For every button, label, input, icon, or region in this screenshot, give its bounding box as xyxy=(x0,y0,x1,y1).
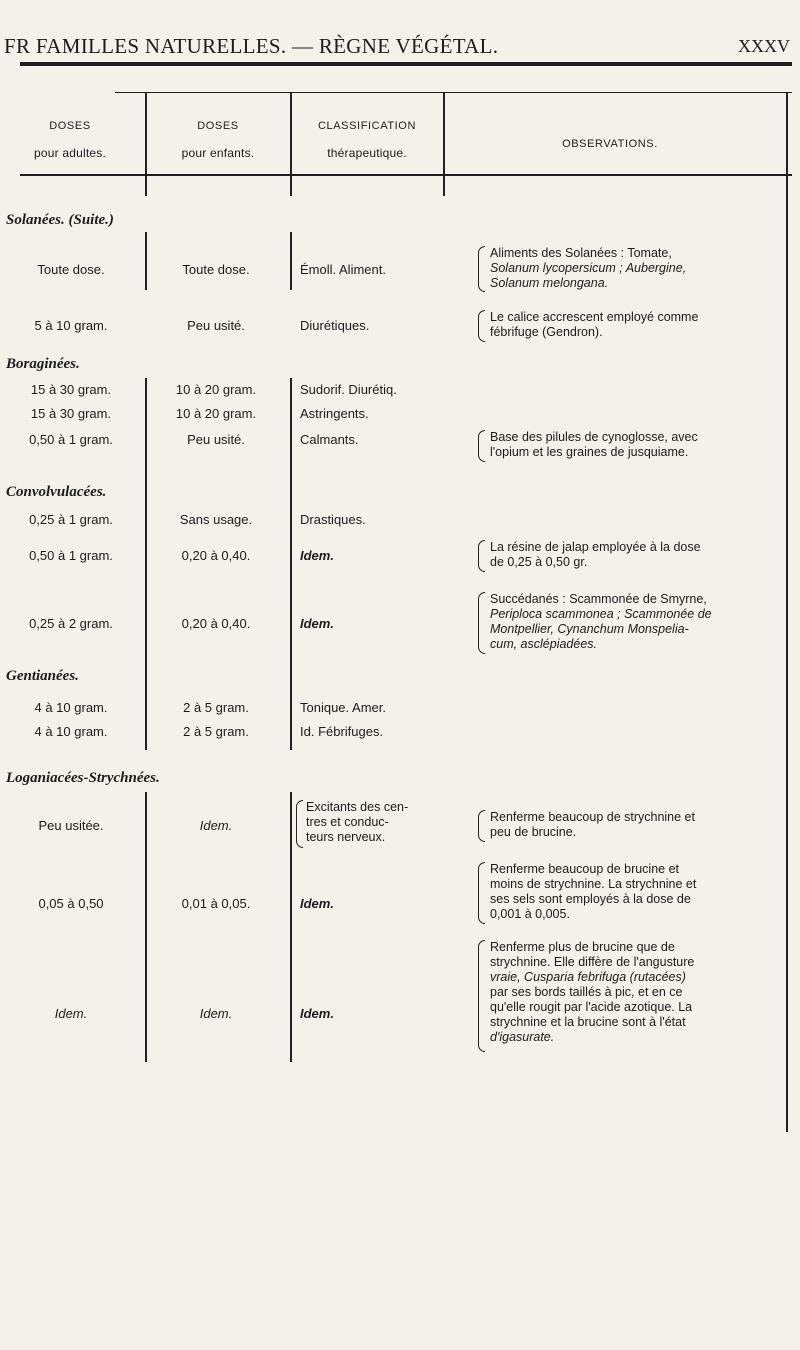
page-number: XXXV xyxy=(738,36,790,56)
section-title-loganiacees: Loganiacées-Strychnées. xyxy=(6,770,160,786)
dose-adult: 4 à 10 gram. xyxy=(34,700,108,715)
dose-adult: 15 à 30 gram. xyxy=(30,406,112,421)
dose-adult: 0,50 à 1 gram. xyxy=(29,548,113,563)
col-divider xyxy=(145,232,147,290)
observation: Le calice accrescent employé comme fébrifuge (Gendron). xyxy=(490,310,699,339)
dose-adult: 0,25 à 1 gram. xyxy=(29,512,113,527)
observation: Aliments des Solanées : Tomate, Solanum lycopersicum ; Aubergine, Solanum melongana. xyxy=(490,246,687,290)
dose-adult: 0,50 à 1 gram. xyxy=(29,432,113,447)
dose-child: 0,20 à 0,40. xyxy=(181,616,251,631)
col-header-classification-sub: thérapeutique. xyxy=(327,146,407,160)
brace xyxy=(478,310,485,342)
dose-adult: 4 à 10 gram. xyxy=(34,724,108,739)
observation: Renferme plus de brucine que de strychnine. Elle diffère de l'angusture vraie, Cusparia febrifuga (rutacées) par ses bords taillés à pic, et en ce qu'elle rougit par l'acide azotique. La strychnine et la brucine sont à l'état d'igasurate. xyxy=(490,940,695,1044)
classification: Idem. xyxy=(300,1006,334,1021)
dose-child: 10 à 20 gram. xyxy=(175,382,257,397)
dose-adult: Peu usitée. xyxy=(38,818,104,833)
col-divider xyxy=(290,232,292,290)
classification: Diurétiques. xyxy=(300,318,370,333)
brace xyxy=(478,592,485,654)
observation: Renferme beaucoup de brucine et moins de strychnine. La strychnine et ses sels sont employés à la dose de 0,001 à 0,005. xyxy=(490,862,697,921)
dose-adult: Toute dose. xyxy=(37,262,105,277)
col-divider xyxy=(290,550,292,750)
col-header-bottom-rule xyxy=(20,174,792,176)
dose-child: 0,20 à 0,40. xyxy=(181,548,251,563)
col-header-adult-sub: pour adultes. xyxy=(34,146,106,160)
col-header-child: DOSES xyxy=(197,120,239,132)
classification: Astringents. xyxy=(300,406,369,421)
classification: Idem. xyxy=(300,616,334,631)
dose-child: 2 à 5 gram. xyxy=(183,700,249,715)
brace xyxy=(478,430,485,462)
dose-child: Peu usité. xyxy=(187,432,245,447)
brace xyxy=(478,940,485,1052)
section-title-solanees: Solanées. (Suite.) xyxy=(6,212,114,228)
col-divider xyxy=(145,92,147,196)
classification: Excitants des cen- tres et conduc- teurs nerveux. xyxy=(306,800,409,844)
dose-child: Sans usage. xyxy=(179,512,253,527)
classification: Drastiques. xyxy=(300,512,366,527)
col-divider xyxy=(290,92,292,196)
classification: Id. Fébrifuges. xyxy=(300,724,384,739)
dose-child: Toute dose. xyxy=(182,262,250,277)
col-divider xyxy=(290,378,292,550)
col-header-observations: OBSERVATIONS. xyxy=(562,138,658,150)
classification: Idem. xyxy=(300,548,334,563)
observation: Succédanés : Scammonée de Smyrne, Periploca scammonea ; Scammonée de Montpellier, Cynanchum Monspelia- cum, asclépiadées. xyxy=(490,592,712,651)
classification: Tonique. Amer. xyxy=(300,700,386,715)
section-title-gentianees: Gentianées. xyxy=(6,668,79,684)
brace xyxy=(296,800,303,848)
page-right-border xyxy=(786,92,788,1132)
brace xyxy=(478,540,485,572)
dose-child: Idem. xyxy=(199,818,233,833)
dose-adult: 5 à 10 gram. xyxy=(34,318,108,333)
dose-adult: Idem. xyxy=(54,1006,88,1021)
dose-child: Idem. xyxy=(199,1006,233,1021)
section-title-boraginees: Boraginées. xyxy=(6,356,80,372)
observation: Base des pilules de cynoglosse, avec l'opium et les graines de jusquiame. xyxy=(490,430,698,459)
brace xyxy=(478,246,485,292)
dose-child: 0,01 à 0,05. xyxy=(181,896,251,911)
dose-adult: 0,25 à 2 gram. xyxy=(29,616,113,631)
brace xyxy=(478,862,485,924)
dose-child: Peu usité. xyxy=(187,318,245,333)
observation: Renferme beaucoup de strychnine et peu de brucine. xyxy=(490,810,695,839)
col-divider xyxy=(290,792,292,1062)
header-rule-thick xyxy=(20,62,792,66)
classification: Idem. xyxy=(300,896,334,911)
observation: La résine de jalap employée à la dose de 0,25 à 0,50 gr. xyxy=(490,540,701,569)
classification: Émoll. Aliment. xyxy=(300,262,386,277)
col-header-child-sub: pour enfants. xyxy=(181,146,255,160)
dose-adult: 0,05 à 0,50 xyxy=(38,896,104,911)
col-header-classification: CLASSIFICATION xyxy=(317,120,417,132)
col-divider xyxy=(443,92,445,196)
dose-adult: 15 à 30 gram. xyxy=(30,382,112,397)
running-header: FR FAMILLES NATURELLES. — RÈGNE VÉGÉTAL. xyxy=(4,34,499,58)
dose-child: 10 à 20 gram. xyxy=(175,406,257,421)
classification: Sudorif. Diurétiq. xyxy=(300,382,397,397)
brace xyxy=(478,810,485,842)
header-rule-thin xyxy=(115,92,792,93)
col-header-adult: DOSES xyxy=(49,120,91,132)
classification: Calmants. xyxy=(300,432,359,447)
col-divider xyxy=(145,550,147,750)
dose-child: 2 à 5 gram. xyxy=(183,724,249,739)
section-title-convolvulacees: Convolvulacées. xyxy=(6,484,107,500)
